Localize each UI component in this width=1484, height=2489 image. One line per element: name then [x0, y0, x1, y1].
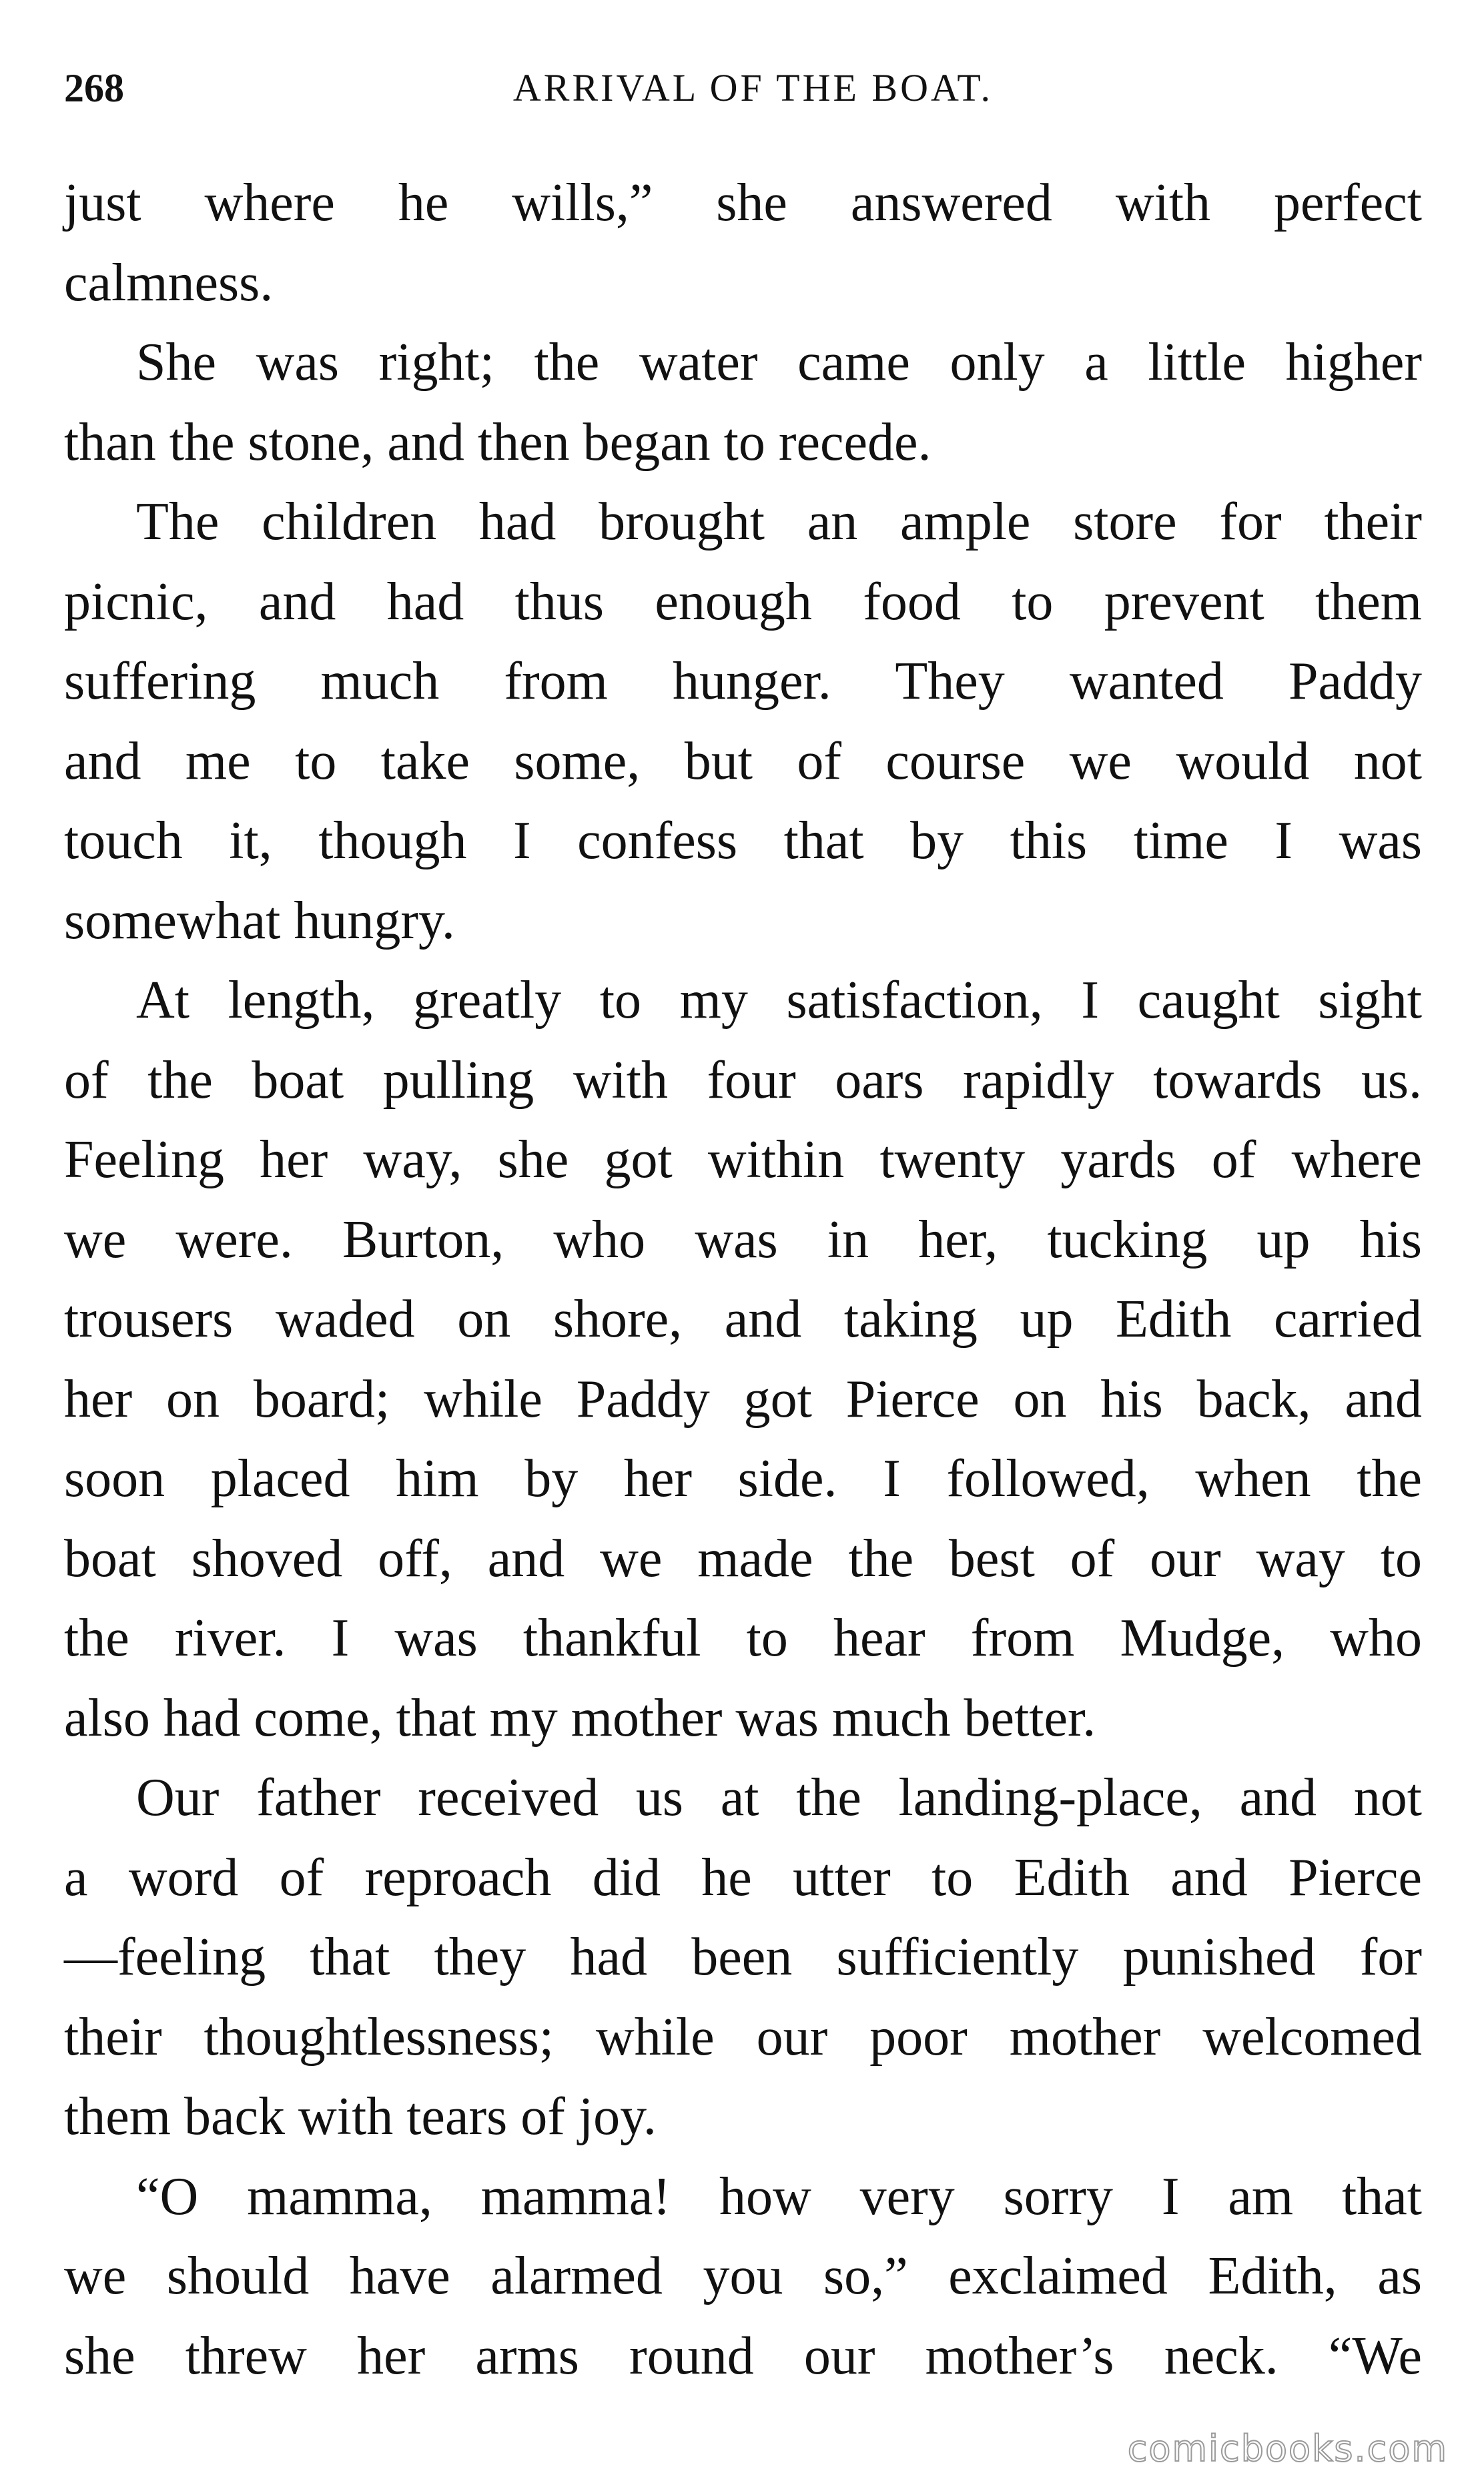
watermark: comicbooks.com: [1127, 2428, 1448, 2470]
text-line: picnic, and had thus enough food to prevent them: [64, 572, 1422, 631]
text-line: soon placed him by her side. I followed, when the: [64, 1449, 1422, 1508]
text-line: suffering much from hunger. They wanted Paddy: [64, 652, 1422, 711]
text-line: and me to take some, but of course we would not: [64, 731, 1422, 791]
text-line: her on board; while Paddy got Pierce on his back, and: [64, 1369, 1422, 1429]
text-line: Our father received us at the landing-place, and not: [136, 1768, 1422, 1827]
running-title: ARRIVAL OF THE BOAT.: [512, 66, 994, 109]
text-line: she threw her arms round our mother’s neck. “We: [64, 2326, 1422, 2386]
text-line: of the boat pulling with four oars rapidly towards us.: [64, 1050, 1422, 1110]
text-line: the river. I was thankful to hear from Mudge, who: [64, 1609, 1422, 1668]
text-line: —feeling that they had been sufficiently punished for: [64, 1928, 1422, 1987]
text-line: boat shoved off, and we made the best of our way to: [64, 1529, 1422, 1588]
text-line: At length, greatly to my satisfaction, I caught sight: [136, 971, 1422, 1030]
text-line: than the stone, and then began to recede.: [64, 412, 932, 472]
text-line: we should have alarmed you so,” exclaimed Edith, as: [64, 2247, 1422, 2305]
text-line: them back with tears of joy.: [64, 2087, 657, 2146]
text-line: trousers waded on shore, and taking up Edith carried: [64, 1290, 1422, 1349]
text-line: Feeling her way, she got within twenty yards of where: [64, 1130, 1422, 1189]
text-line: also had come, that my mother was much better.: [64, 1688, 1096, 1748]
text-line: a word of reproach did he utter to Edith and Pierce: [64, 1848, 1422, 1907]
text-line: touch it, though I confess that by this time I was: [64, 811, 1422, 870]
text-line: She was right; the water came only a little higher: [136, 333, 1422, 392]
text-line: The children had brought an ample store for their: [136, 492, 1422, 551]
text-line: calmness.: [64, 253, 274, 312]
text-line: “O mamma, mamma! how very sorry I am that: [136, 2167, 1422, 2226]
page-number: 268: [64, 66, 124, 110]
text-line: just where he wills,” she answered with perfect: [64, 173, 1422, 232]
body-text: [64, 163, 1422, 2396]
text-line: somewhat hungry.: [64, 891, 455, 950]
page-header: [64, 61, 1422, 115]
text-line: their thoughtlessness; while our poor mother welcomed: [64, 2007, 1422, 2067]
text-line: we were. Burton, who was in her, tucking up his: [64, 1210, 1422, 1269]
